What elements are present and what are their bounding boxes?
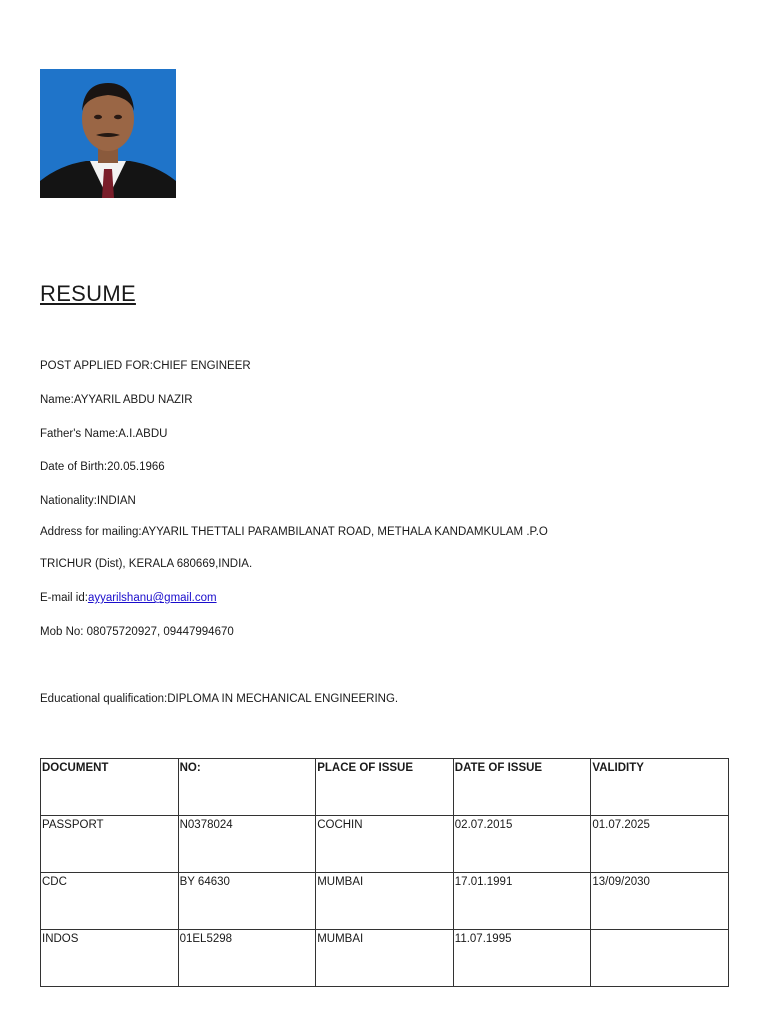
header-cell: PLACE OF ISSUE — [316, 759, 454, 816]
father-name-line: Father's Name:A.I.ABDU — [40, 428, 168, 440]
table-cell: 01EL5298 — [178, 930, 316, 987]
name-line: Name:AYYARIL ABDU NAZIR — [40, 394, 193, 406]
table-cell: MUMBAI — [316, 930, 454, 987]
mobile-line: Mob No: 08075720927, 09447994670 — [40, 626, 234, 638]
table-cell: COCHIN — [316, 816, 454, 873]
email-label: E-mail id: — [40, 592, 88, 604]
table-row — [41, 930, 729, 987]
table-row — [41, 816, 729, 873]
table-cell: MUMBAI — [316, 873, 454, 930]
table-cell: INDOS — [41, 930, 179, 987]
address-line-2: TRICHUR (Dist), KERALA 680669,INDIA. — [40, 558, 253, 570]
email-link[interactable]: ayyarilshanu@gmail.com — [87, 592, 217, 604]
table-cell: CDC — [41, 873, 179, 930]
table-cell: 13/09/2030 — [591, 873, 729, 930]
table-cell: 17.01.1991 — [453, 873, 591, 930]
dob-line: Date of Birth:20.05.1966 — [40, 461, 165, 473]
email-line — [40, 592, 217, 604]
table-cell: 11.07.1995 — [453, 930, 591, 987]
nationality-line: Nationality:INDIAN — [40, 495, 136, 507]
header-cell: DATE OF ISSUE — [453, 759, 591, 816]
address-line-1: Address for mailing:AYYARIL THETTALI PARAMBILANAT ROAD, METHALA KANDAMKULAM .P.O — [40, 526, 548, 538]
post-applied: POST APPLIED FOR:CHIEF ENGINEER — [40, 360, 251, 372]
header-cell: VALIDITY — [591, 759, 729, 816]
profile-photo — [40, 69, 176, 198]
table-cell: N0378024 — [178, 816, 316, 873]
table-cell — [591, 930, 729, 987]
table-row — [41, 873, 729, 930]
documents-table — [40, 758, 729, 987]
header-cell: NO: — [178, 759, 316, 816]
table-header-row — [41, 759, 729, 816]
header-cell: DOCUMENT — [41, 759, 179, 816]
education-line: Educational qualification:DIPLOMA IN MECHANICAL ENGINEERING. — [40, 693, 399, 705]
table-cell: 02.07.2015 — [453, 816, 591, 873]
table-cell: BY 64630 — [178, 873, 316, 930]
table-cell: PASSPORT — [41, 816, 179, 873]
table-cell: 01.07.2025 — [591, 816, 729, 873]
page-title: RESUME — [40, 281, 136, 306]
